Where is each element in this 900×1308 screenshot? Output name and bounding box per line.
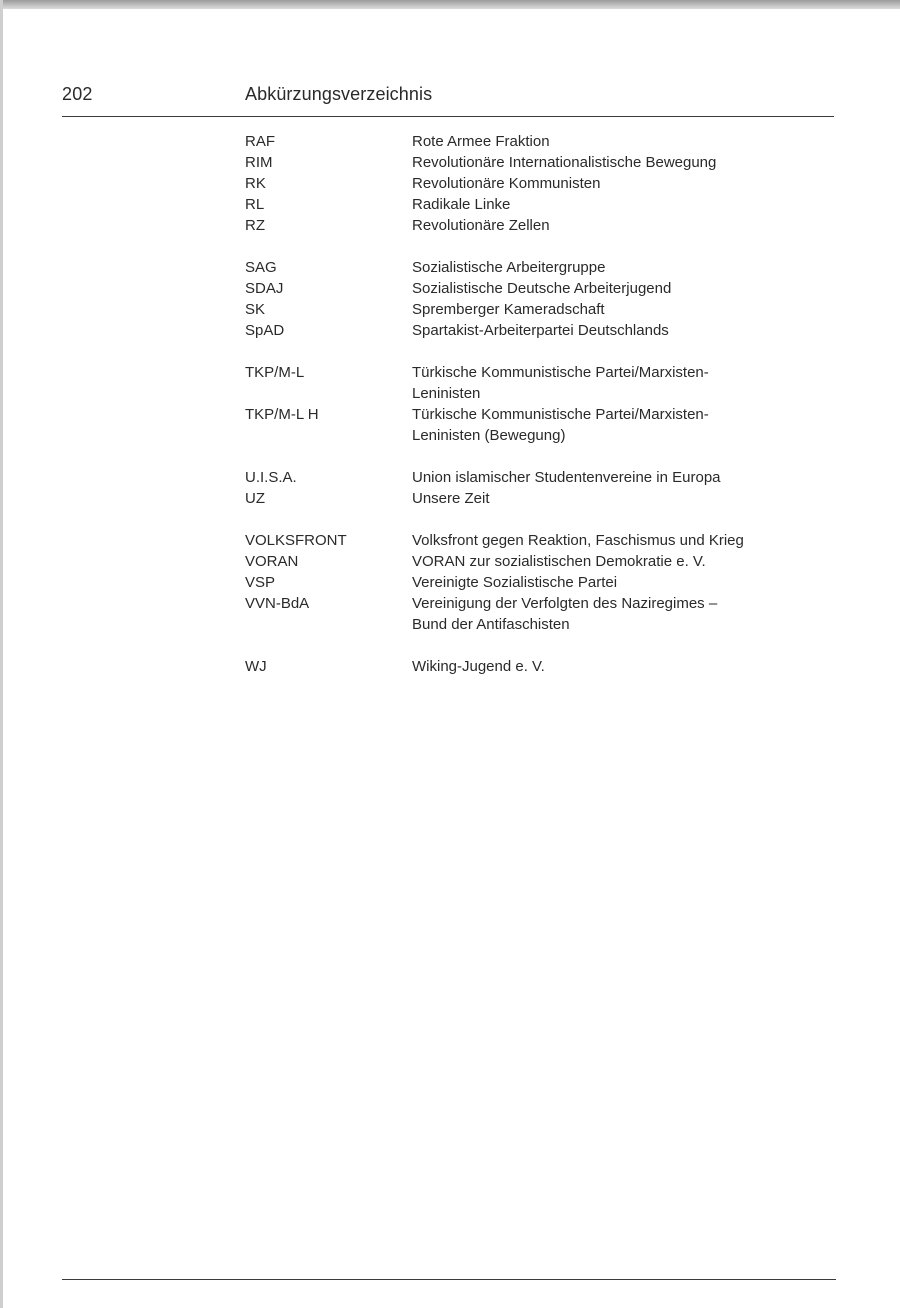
abbreviation-entry xyxy=(245,257,825,278)
abbreviation-list xyxy=(245,131,825,698)
abbreviation-entry xyxy=(245,215,825,236)
page-number: 202 xyxy=(62,84,93,104)
expansion: Vereinigung der Verfolgten des Naziregimes – Bund der Antifaschisten xyxy=(412,595,718,633)
abbreviation-group xyxy=(245,656,825,677)
page-header xyxy=(62,84,834,108)
expansion: Union islamischer Studentenvereine in Europa xyxy=(412,469,721,486)
expansion: Revolutionäre Internationalistische Bewegung xyxy=(412,154,717,171)
expansion: Vereinigte Sozialistische Partei xyxy=(412,574,618,591)
abbreviation: RL xyxy=(245,196,265,213)
expansion: Unsere Zeit xyxy=(412,490,490,507)
expansion: VORAN zur sozialistischen Demokratie e. V. xyxy=(412,553,706,570)
abbreviation: WJ xyxy=(245,658,267,675)
abbreviation-group xyxy=(245,530,825,635)
abbreviation: VVN-BdA xyxy=(245,595,310,612)
abbreviation-entry xyxy=(245,656,825,677)
abbreviation: VSP xyxy=(245,574,276,591)
expansion: Revolutionäre Zellen xyxy=(412,217,550,234)
expansion: Sozialistische Deutsche Arbeiterjugend xyxy=(412,280,672,297)
abbreviation-entry xyxy=(245,173,825,194)
abbreviation-entry xyxy=(245,551,825,572)
abbreviation: RAF xyxy=(245,133,275,150)
expansion: Volksfront gegen Reaktion, Faschismus und Krieg xyxy=(412,532,744,549)
header-rule xyxy=(62,116,834,117)
abbreviation: VOLKSFRONT xyxy=(245,532,347,549)
scan-edge-top xyxy=(0,0,900,9)
abbreviation-entry xyxy=(245,152,825,173)
abbreviation-entry xyxy=(245,194,825,215)
abbreviation: U.I.S.A. xyxy=(245,469,297,486)
abbreviation-group xyxy=(245,362,825,446)
abbreviation-entry xyxy=(245,131,825,152)
scan-edge-left xyxy=(0,0,3,1308)
abbreviation-entry xyxy=(245,530,825,551)
expansion: Spremberger Kameradschaft xyxy=(412,301,605,318)
abbreviation-entry xyxy=(245,299,825,320)
expansion: Revolutionäre Kommunisten xyxy=(412,175,601,192)
footer-rule xyxy=(62,1279,836,1280)
abbreviation: VORAN xyxy=(245,553,299,570)
abbreviation: TKP/M-L H xyxy=(245,406,319,423)
abbreviation-entry xyxy=(245,278,825,299)
abbreviation-group xyxy=(245,257,825,341)
abbreviation-entry xyxy=(245,320,825,341)
expansion: Radikale Linke xyxy=(412,196,511,213)
abbreviation-group xyxy=(245,467,825,509)
abbreviation: SAG xyxy=(245,259,277,276)
abbreviation: SpAD xyxy=(245,322,285,339)
running-title: Abkürzungsverzeichnis xyxy=(245,84,433,104)
abbreviation-entry xyxy=(245,404,825,446)
abbreviation: SDAJ xyxy=(245,280,284,297)
abbreviation: SK xyxy=(245,301,266,318)
expansion: Spartakist-Arbeiterpartei Deutschlands xyxy=(412,322,669,339)
abbreviation-entry xyxy=(245,572,825,593)
abbreviation: RIM xyxy=(245,154,273,171)
expansion: Türkische Kommunistische Partei/Marxisten- Leninisten (Bewegung) xyxy=(412,406,709,444)
abbreviation-entry xyxy=(245,362,825,404)
expansion: Sozialistische Arbeitergruppe xyxy=(412,259,606,276)
abbreviation-group xyxy=(245,131,825,236)
expansion: Rote Armee Fraktion xyxy=(412,133,550,150)
abbreviation: RZ xyxy=(245,217,265,234)
expansion: Wiking-Jugend e. V. xyxy=(412,658,545,675)
abbreviation-entry xyxy=(245,467,825,488)
expansion: Türkische Kommunistische Partei/Marxisten- Leninisten xyxy=(412,364,709,402)
abbreviation: TKP/M-L xyxy=(245,364,305,381)
abbreviation-entry xyxy=(245,593,825,635)
abbreviation: UZ xyxy=(245,490,265,507)
abbreviation-entry xyxy=(245,488,825,509)
abbreviation: RK xyxy=(245,175,266,192)
